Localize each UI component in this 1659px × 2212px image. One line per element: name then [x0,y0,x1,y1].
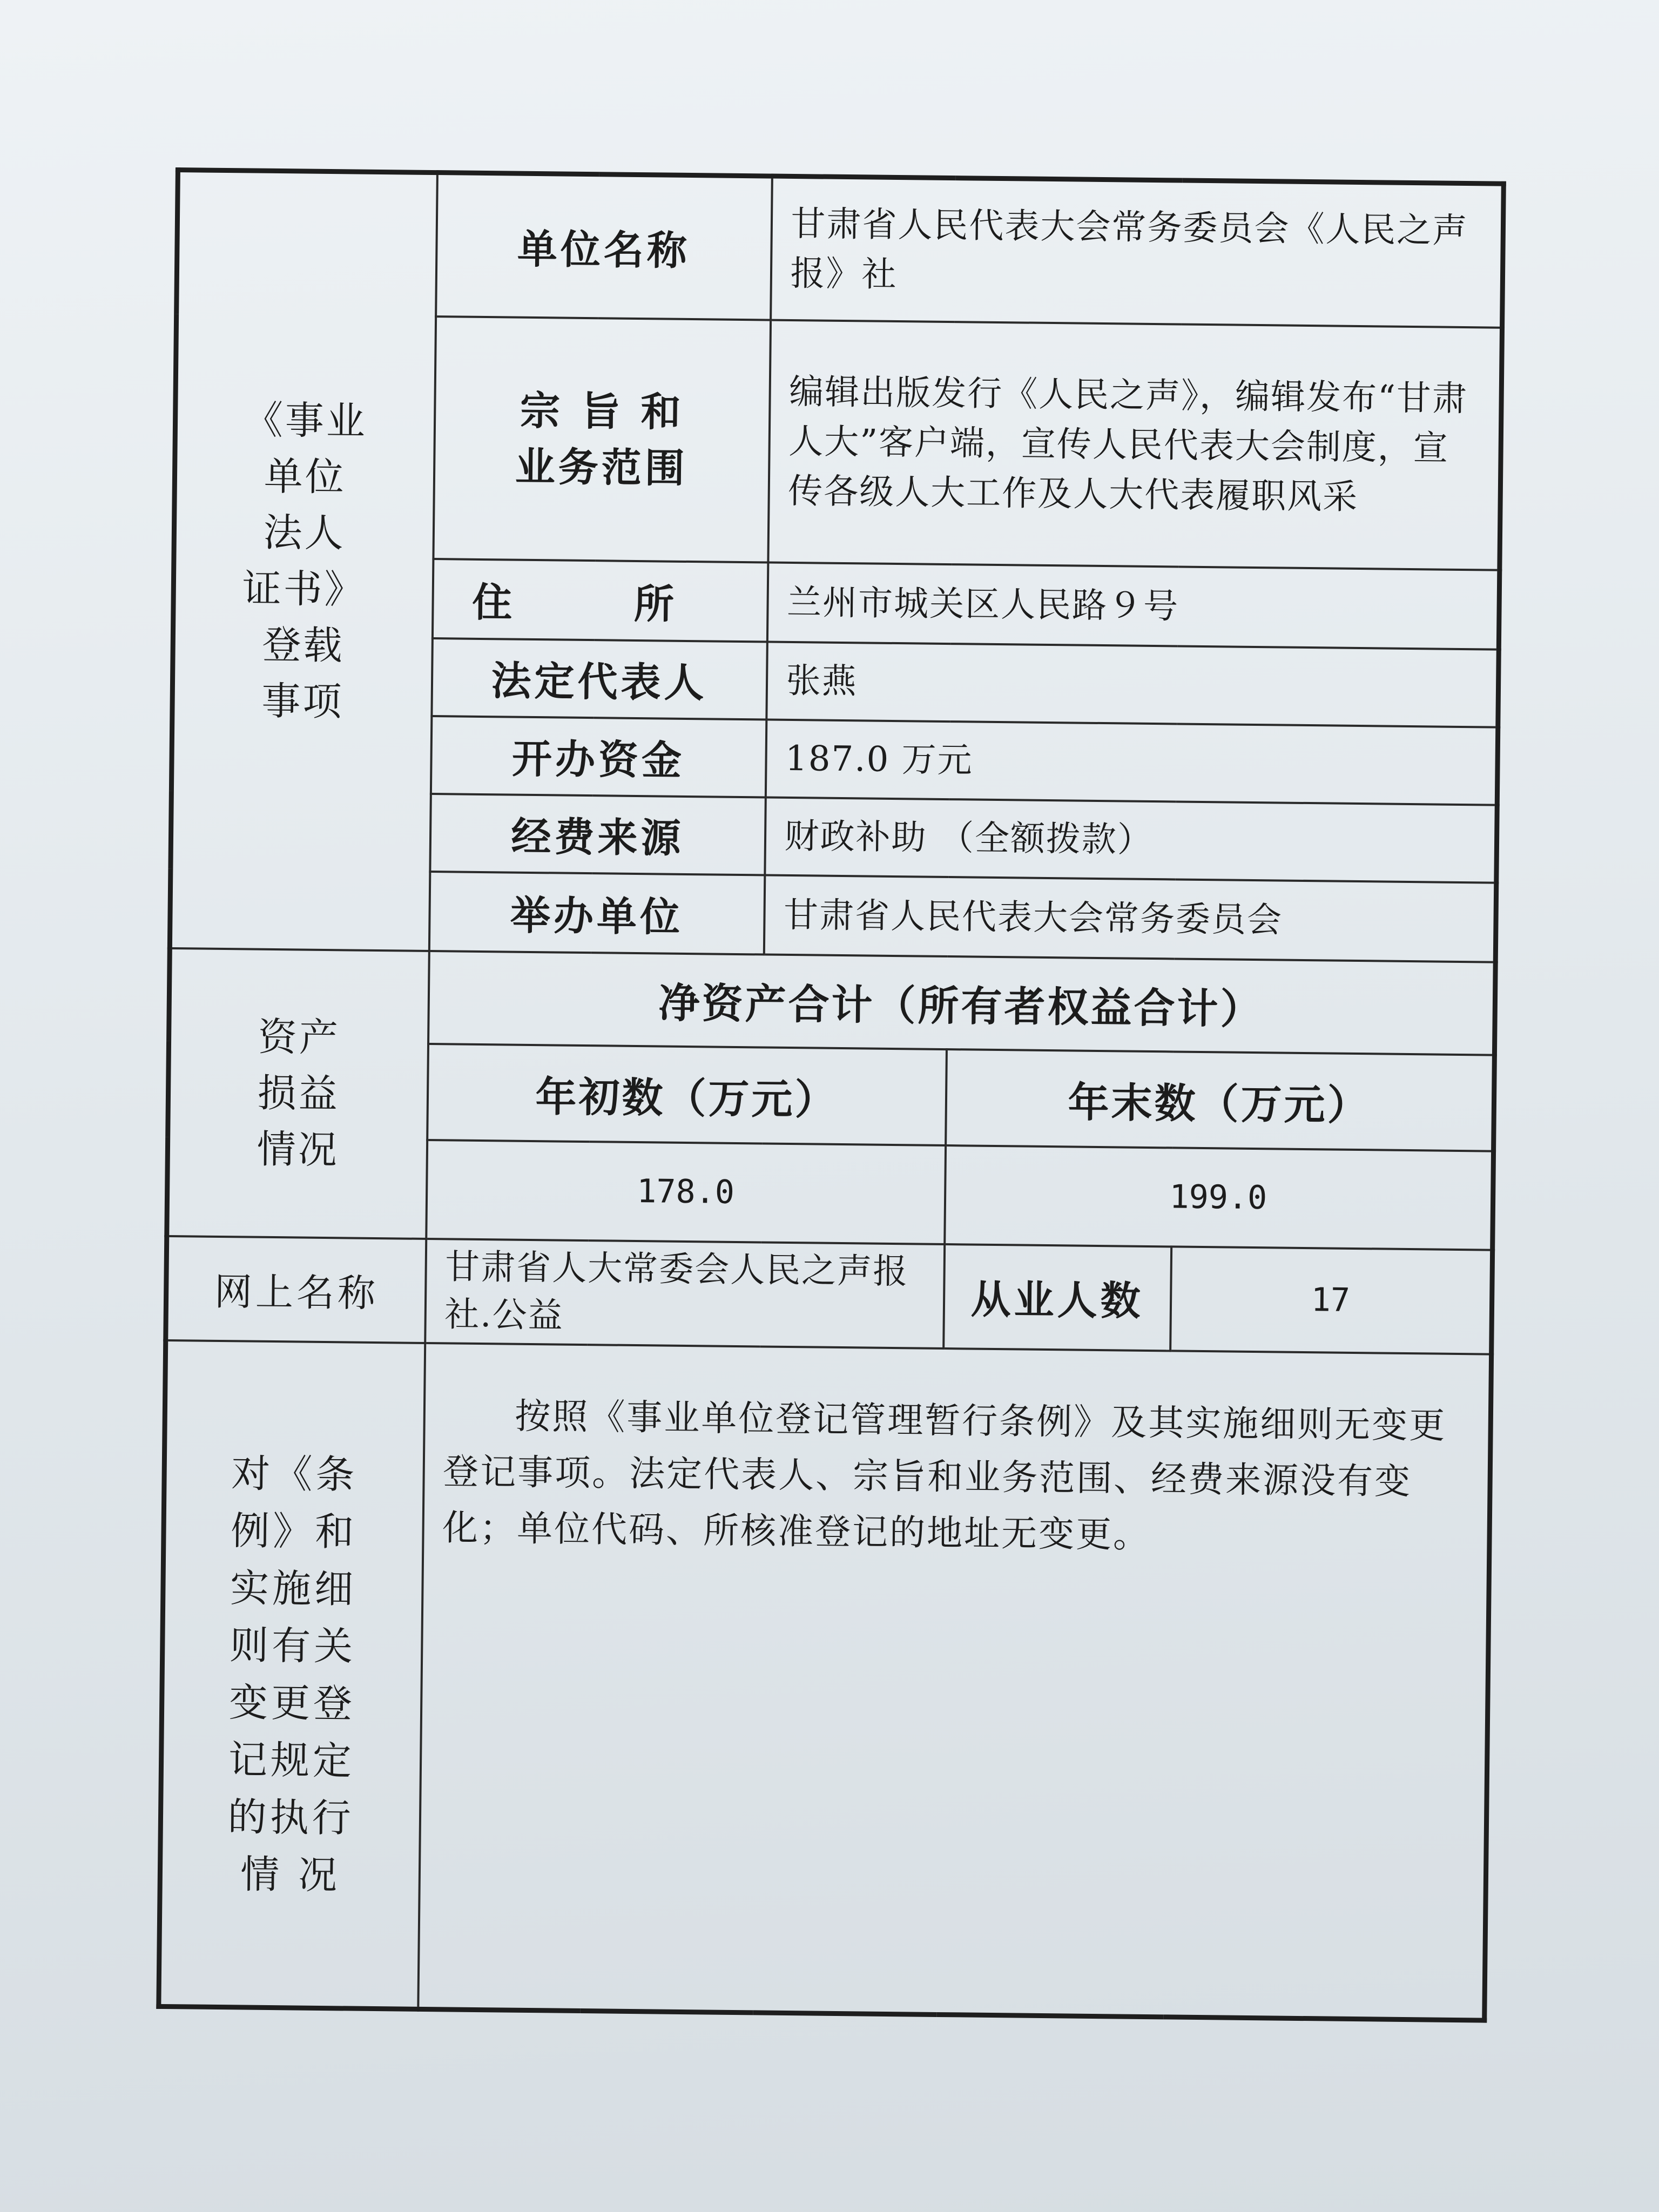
start-of-year-value: 178.0 [426,1140,946,1244]
staff-count-label: 从业人数 [943,1244,1171,1351]
title-line: 记规定 [228,1736,355,1784]
title-line: 实施细 [230,1564,357,1612]
sponsor-value: 甘肃省人民代表大会常务委员会 [764,875,1496,962]
assets-section-title [167,948,429,1239]
funding-value: 财政补助 （全额拨款） [765,798,1497,883]
net-assets-label: 净资产合计（所有者权益合计） [428,951,1496,1055]
funding-label: 经费来源 [430,794,765,875]
address-label: 住 所 [432,559,767,642]
registration-form [156,167,1506,2023]
end-of-year-label: 年末数（万元） [946,1049,1495,1151]
title-line: 《事业 [244,397,368,444]
purpose-value: 编辑出版发行《人民之声》，编辑发布“甘肃人大”客户端，宣传人民代表大会制度，宣传各级人大工作及人大代表履职风采 [768,320,1502,571]
row-compliance [159,1340,1492,2020]
unit-name-label: 单位名称 [436,173,772,320]
legal-rep-label: 法定代表人 [431,638,767,720]
title-line: 对《条 [231,1450,358,1498]
compliance-section-title [159,1340,425,2009]
title-line: 情况 [257,1126,340,1173]
title-line: 例》和 [230,1507,358,1555]
title-line: 单位 [264,454,347,500]
unit-name-value: 甘肃省人民代表大会常务委员会《人民之声报》社 [771,176,1504,328]
sponsor-label: 举办单位 [429,872,764,954]
capital-label: 开办资金 [430,716,766,798]
title-line: 情 况 [240,1851,341,1898]
purpose-label [433,316,771,563]
title-line: 登载 [262,622,345,669]
compliance-text: 按照《事业单位登记管理暂行条例》及其实施细则无变更登记事项。法定代表人、宗旨和业务范围、经费来源没有变化；单位代码、所核准登记的地址无变更。 [418,1343,1492,2020]
title-line: 事项 [261,678,344,725]
start-of-year-label: 年初数（万元） [427,1044,947,1145]
title-line: 变更登 [228,1679,356,1727]
title-line: 损益 [257,1070,340,1117]
title-line: 证书》 [242,565,366,613]
label-line: 宗 旨 和 [520,387,685,436]
staff-count-value: 17 [1170,1246,1493,1354]
row-net-assets-header [169,948,1496,1055]
title-line: 资产 [258,1014,341,1061]
row-unit-name [177,170,1504,328]
capital-value: 187.0 万元 [765,719,1498,805]
end-of-year-value: 199.0 [945,1145,1494,1250]
online-name-label: 网上名称 [166,1236,426,1343]
online-name-value: 甘肃省人大常委会人民之声报社.公益 [425,1239,945,1348]
title-line: 则有关 [229,1622,356,1669]
legal-rep-value: 张燕 [766,642,1499,727]
registration-section-title [170,170,437,951]
row-online-name [166,1236,1493,1354]
address-value: 兰州市城关区人民路９号 [767,563,1499,649]
title-line: 的执行 [227,1793,355,1841]
label-line: 业务范围 [515,443,689,492]
title-line: 法人 [263,510,346,556]
